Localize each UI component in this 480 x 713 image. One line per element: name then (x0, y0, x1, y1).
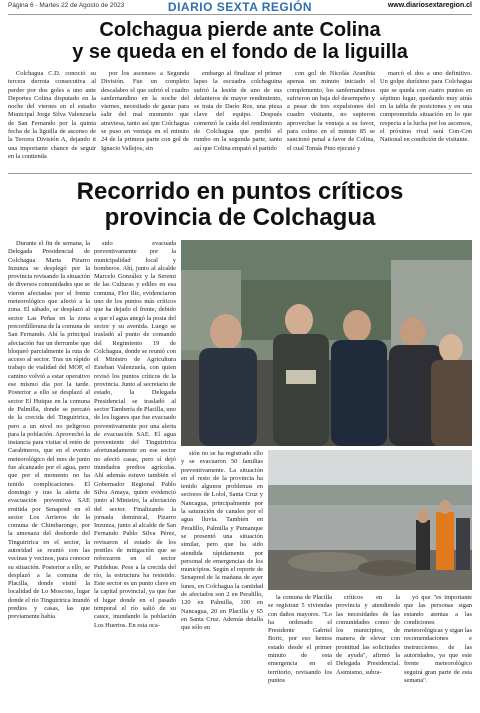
article2-column-2 (94, 240, 176, 706)
newspaper-brand: DIARIO SEXTA REGIÓN (167, 0, 313, 14)
article2-col6-text: yó que "es importante que las personas sigan estando atentas a las condiciones meteorológicas y sigan las recomendaciones e instrucciones de las autoridades, ya que este frente meteorológico seguirá gran parte de esta semana". (404, 594, 472, 684)
article2-column-3 (181, 450, 263, 706)
article1-column-3 (194, 70, 282, 170)
photo-delegation-visit (181, 240, 472, 446)
article2-col5-text: críticos en la provincia y atendiendo las necesidades de las comunidades como de los municipios, de manera de elevar con prontitud las solicitudes de ayuda", afirmó la Delegada Presidencial. Asimismo, subra- (336, 594, 400, 676)
photo-flooded-river (268, 450, 472, 590)
article1-col2-text: por los ascensos a Segunda División. Fue un completo descalabro el que sufrió el cuadro sanfernandino en la noche del viernes, necesitado de ganar para salir del mal momento que atraviesa, tanto así que Colchagua se puso en ventaja en el minuto 24 de la primera parte con gol de Ignacio Vallejos, sin (101, 70, 189, 152)
article1-column-1 (8, 70, 96, 170)
article1-col4-text: con gol de Nicolás Aranibia apenas un minuto iniciado el complemento, los sanfernandinos sufrieron un baja del desempeño y a pesar de tres expulsiones del cuadro visitante, no supieron aprovechar la ventaja a su favor, para colmo en el minuto 85 se sancionó penal a favor de Colina, el cual Tomás Pino ejecutó y (287, 70, 375, 152)
article2-column-6 (404, 594, 472, 706)
header-rule (8, 14, 472, 15)
article2-headline-line2: provincia de Colchagua (104, 204, 376, 231)
article2-column-1 (8, 240, 90, 706)
page-info: Página 6 - Martes 22 de Agosto de 2023 (8, 2, 125, 9)
article2-headline-line1: Recorrido en puntos críticos (76, 178, 404, 205)
article1-column-2 (101, 70, 189, 170)
article1-headline-line2: y se queda en el fondo de la liguilla (72, 41, 408, 63)
article1-col1-text: Colchagua C.D. conoció su tercera derrota consecutiva al perder por dos goles a uno ante Deportes Colina disputado en la noche del viernes en el estadio Municipal Jorge Silva Valenzuela de San Fernando por la quinta fecha de la liguilla de ascenso de la Tercera División A, dejando it una importante chance de seguir en la contienda (8, 70, 96, 160)
article-divider (8, 173, 472, 174)
article2-col3-text: sión no se ha registrado ello y se evacuaron 50 familias preventivamente. La situación en el resto de la provincia ha tenido algunos problemas en sectores de Lolol, Santa Cruz y Nancagua, principalmente por la saturación de canales por el agua lluvia. También en Peralillo, Palmilla y Pumanque se presentó una situación similar, pero que ha sido atendida rápidamente por personal de emergencias de los municipios. Según el reporte de Senapred de la mañana de ayer lunes, en Colchagua la cantidad de afectados son 2 en Peralillo, 120 en Palmilla, 100 en Nancagua, 20 en Placilla y 65 en Santa Cruz. Además detalla que sólo en (181, 450, 263, 632)
article2-column-5 (336, 594, 400, 706)
article1-headline-line1: Colchagua pierde ante Colina (99, 19, 381, 41)
photo-delegation-visit-image (181, 240, 472, 446)
article1-col5-text: marcó el dos a uno definitivo. Un golpe durísimo para Colchagua que se queda con cuatro puntos en séptimo lugar, quedando muy atrás en la tabla de posiciones y en una comprometida situación en lo que respecta a la lucha por los ascensos, el próximo rival será Con-Con National en condición de visitante. (380, 70, 472, 144)
article1-column-5 (380, 70, 472, 170)
article2-col1-text: Durante el fin de semana, la Delegada Presidencial de Colchagua Marta Pizarro Inzunza se desplegó por la provincia revisando la situación de diversos comunidades que se vieron afectadas por el frente meteorológico que afectó a la zona. El sábado, se desplazó al sector Las Peñas en la zona precordillerana de la comuna de San Fernando. Ahí la principal afectación fue un derrumbe que bloqueó parcialmente la ruta de acceso al sector. Tras un rápido trabajo de vialidad del MOP, el camino volvió a estar operativo ese mismo día por la tarde. Posterior a ello se desplazó al sector El Huique en la comuna de Palmilla, donde se percató de la crecida del Tinguiririca, pero a un nivel no peligroso para la población. Aprovechó la instancia para visitar el retén de Carabineros, que en el evento meteorológico del mes de junio fue alcanzado por el agua, pero que por el momento no ha tenido complicaciones. El domingo y tras la alerta de evacuación preventiva SAE emitida por Senapred en el sector Los Arrieros de la comuna de Chimbarongo, por la amenaza del desborde del Tinguiririca en el sector, la autoridad se reunió con las vecinas y vecinos, para conocer su situación. Posterior a ello, se desplazó a la comuna de Placilla, donde visitó la localidad de Lo Moscoso, lugar donde el río Tinguiririca inundó predios y casas, las que previamente había (8, 240, 90, 621)
photo-flooded-river-image (268, 450, 472, 590)
article2-column-4 (268, 594, 332, 706)
article1-column-4 (287, 70, 375, 170)
article2-col2-text: sido evacuada preventivamente por la municipalidad local y bomberos. Ahí, junto al alcalde Marcelo González y la Seremi de las Culturas y ediles en esa comuna, Flor Ilic, evidenciaron uno de los puntos más críticos que ha dejado el frente, debido a que el agua anegó la posta del sector y su avenida. Luego se trasladó al punto de comando del Regimiento 19 de Colchagua, donde se reunió con el Ministro de Agricultura Esteban Valenzuela, con quien revisó los puntos críticos de la provincia. Junto al secretario de estado, la Delegada Presidencial se trasladó al sector Tambería de Placilla, uno de los lugares que fue evacuado preventivamente por una alerta de evacuación SAE. El agua proveniente del Tinguiririca afortunadamente en ese sector no afectó casas, pero sí dejó inundados predios agrícolas. Ahí además estuvo también el Gobernador Regional Pablo Silva Amaya, quien evidenció junto al Ministro, la afectación del sector. Finalizando la jornada dominical, Pizarro Inzunza, junto al alcalde de San Fernando Pablo Silva Pérez, revisaron el estado de los pretiles de mitigación que se reforzaron en el sector Puidehue. Pese a la crecida del río, la estructura ha resistido. Este sector es un punto clave en la capital provincial, ya que fue el lugar donde en el pasado temporal el río salió de su cauce, inundando la población Los Huertos. En esta oca- (94, 240, 176, 629)
website-url[interactable]: www.diariosextaregion.cl (387, 2, 472, 9)
article1-col3-text: embargo al finalizar el primer lapso la escuadra colchaguina sufrió la lesión de uno de sus delanteros de mayor rendimiento, se trata de Darío Ros, una pieza clave del equipo. Después comenzó la caída del rendimiento de Colchagua que perdió el rumbo en la segunda parte, tanto así que Colina empató el partido (194, 70, 282, 152)
article2-col4-text: la comuna de Placilla se registran 5 viviendas con daños mayores. "Lo ha ordenado el Presidente Gabriel Boric, por eso hemos estado desde el primer minuto de esta emergencia en el territorio, revisando los puntos (268, 594, 332, 684)
